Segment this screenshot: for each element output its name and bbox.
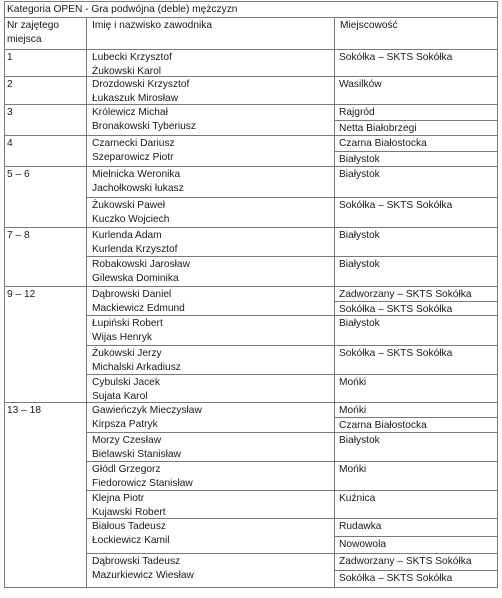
table-title: Kategoria OPEN - Gra podwójna (deble) mężczyzn (7, 4, 238, 15)
location-value: Wasilków (339, 79, 382, 90)
player-name: Mielnicka Weronika (92, 169, 181, 180)
group-divider (4, 166, 497, 167)
player-name: Dąbrowski Tadeusz (92, 556, 181, 567)
location-value: Sokółka – SKTS Sokółka (339, 573, 453, 584)
location-value: Mońki (339, 464, 367, 475)
player-name: Kujawski Robert (92, 507, 166, 518)
column-divider-place (86, 17, 87, 587)
place-cell: 4 (7, 138, 13, 149)
player-name: Fiedorowicz Stanisław (92, 478, 193, 489)
group-divider (4, 227, 497, 228)
player-name: Bielawski Stanisław (92, 449, 181, 460)
player-name: Wijas Henryk (92, 332, 153, 343)
place-cell: 7 – 8 (7, 230, 30, 241)
player-name: Bronakowski Tyberiusz (92, 121, 196, 132)
place-cell: 2 (7, 79, 13, 90)
location-divider (334, 570, 497, 571)
player-name: Kurlenda Adam (92, 230, 162, 241)
location-value: Białystok (339, 169, 380, 180)
location-value: Zadworzany – SKTS Sokółka (339, 556, 472, 567)
pair-divider (86, 461, 497, 462)
location-value: Czarna Białostocka (339, 138, 427, 149)
location-value: Białystok (339, 154, 380, 165)
player-name: Dąbrowski Daniel (92, 289, 172, 300)
location-value: Białystok (339, 230, 380, 241)
column-divider-location (334, 17, 335, 587)
location-divider (334, 301, 497, 302)
location-value: Białystok (339, 259, 380, 270)
pair-divider (86, 197, 497, 198)
player-name: Czarnecki Dariusz (92, 138, 175, 149)
group-divider (4, 135, 497, 136)
location-divider (334, 417, 497, 418)
group-divider (4, 76, 497, 77)
header-place-line1: Nr zajętego (7, 20, 60, 31)
player-name: Morzy Czesław (92, 435, 162, 446)
player-name: Klejna Piotr (92, 493, 145, 504)
player-name: Kuczko Wojciech (92, 214, 170, 225)
location-value: Zadworzany – SKTS Sokółka (339, 289, 472, 300)
player-name: Sujata Karol (92, 391, 148, 402)
player-name: Łupiński Robert (92, 318, 163, 329)
location-value: Białystok (339, 318, 380, 329)
player-name: Michalski Arkadiusz (92, 362, 181, 373)
location-value: Kuźnica (339, 493, 376, 504)
location-value: Białystok (339, 435, 380, 446)
header-divider (4, 49, 497, 50)
player-name: Kurlenda Krzysztof (92, 244, 178, 255)
header-names: Imię i nazwisko zawodnika (92, 20, 213, 31)
pair-divider (86, 345, 497, 346)
title-divider (4, 17, 497, 18)
place-cell: 13 – 18 (7, 405, 41, 416)
pair-divider (86, 256, 497, 257)
player-name: Lubecki Krzysztof (92, 52, 172, 63)
player-name: Żukowski Jerzy (92, 348, 162, 359)
pair-divider (86, 553, 497, 554)
location-value: Czarna Białostocka (339, 420, 427, 431)
player-name: Jachołkowski łukasz (92, 183, 184, 194)
location-value: Mońki (339, 405, 367, 416)
location-divider (334, 151, 497, 152)
player-name: Łukaszuk Mirosław (92, 93, 179, 104)
location-value: Sokółka – SKTS Sokółka (339, 200, 453, 211)
player-name: Żukowski Paweł (92, 200, 166, 211)
location-value: Rajgród (339, 107, 375, 118)
location-value: Mońki (339, 377, 367, 388)
player-name: Mackiewicz Edmund (92, 303, 185, 314)
location-value: Sokółka – SKTS Sokółka (339, 52, 453, 63)
location-value: Sokółka – SKTS Sokółka (339, 304, 453, 315)
pair-divider (86, 432, 497, 433)
player-name: Szeparowicz Piotr (92, 152, 174, 163)
header-location: Miejscowość (340, 20, 398, 31)
player-name: Robakowski Jarosław (92, 259, 190, 270)
location-value: Rudawka (339, 521, 382, 532)
place-cell: 5 – 6 (7, 169, 30, 180)
player-name: Królewicz Michał (92, 107, 168, 118)
location-divider (334, 120, 497, 121)
location-value: Sokółka – SKTS Sokółka (339, 348, 453, 359)
location-divider (334, 536, 497, 537)
player-name: Mazurkiewicz Wiesław (92, 570, 194, 581)
place-cell: 9 – 12 (7, 289, 36, 300)
header-place-line2: miejsca (7, 34, 42, 45)
player-name: Drozdowski Krzysztof (92, 79, 190, 90)
place-cell: 1 (7, 52, 13, 63)
group-divider (4, 286, 497, 287)
player-name: Gawieńczyk Mieczysław (92, 405, 202, 416)
group-divider (4, 402, 497, 403)
player-name: Gilewska Dominika (92, 273, 179, 284)
player-name: Łockiewicz Kamil (92, 535, 170, 546)
player-name: Białous Tadeusz (92, 521, 167, 532)
location-value: Netta Białobrzegi (339, 123, 417, 134)
location-value: Nowowola (339, 539, 386, 550)
player-name: Kirpsza Patryk (92, 419, 158, 430)
group-divider (4, 104, 497, 105)
place-cell: 3 (7, 107, 13, 118)
pair-divider (86, 490, 497, 491)
player-name: Głódl Grzegorz (92, 464, 161, 475)
pair-divider (86, 374, 497, 375)
player-name: Cybulski Jacek (92, 377, 160, 388)
player-name: Żukowski Karol (92, 66, 162, 77)
